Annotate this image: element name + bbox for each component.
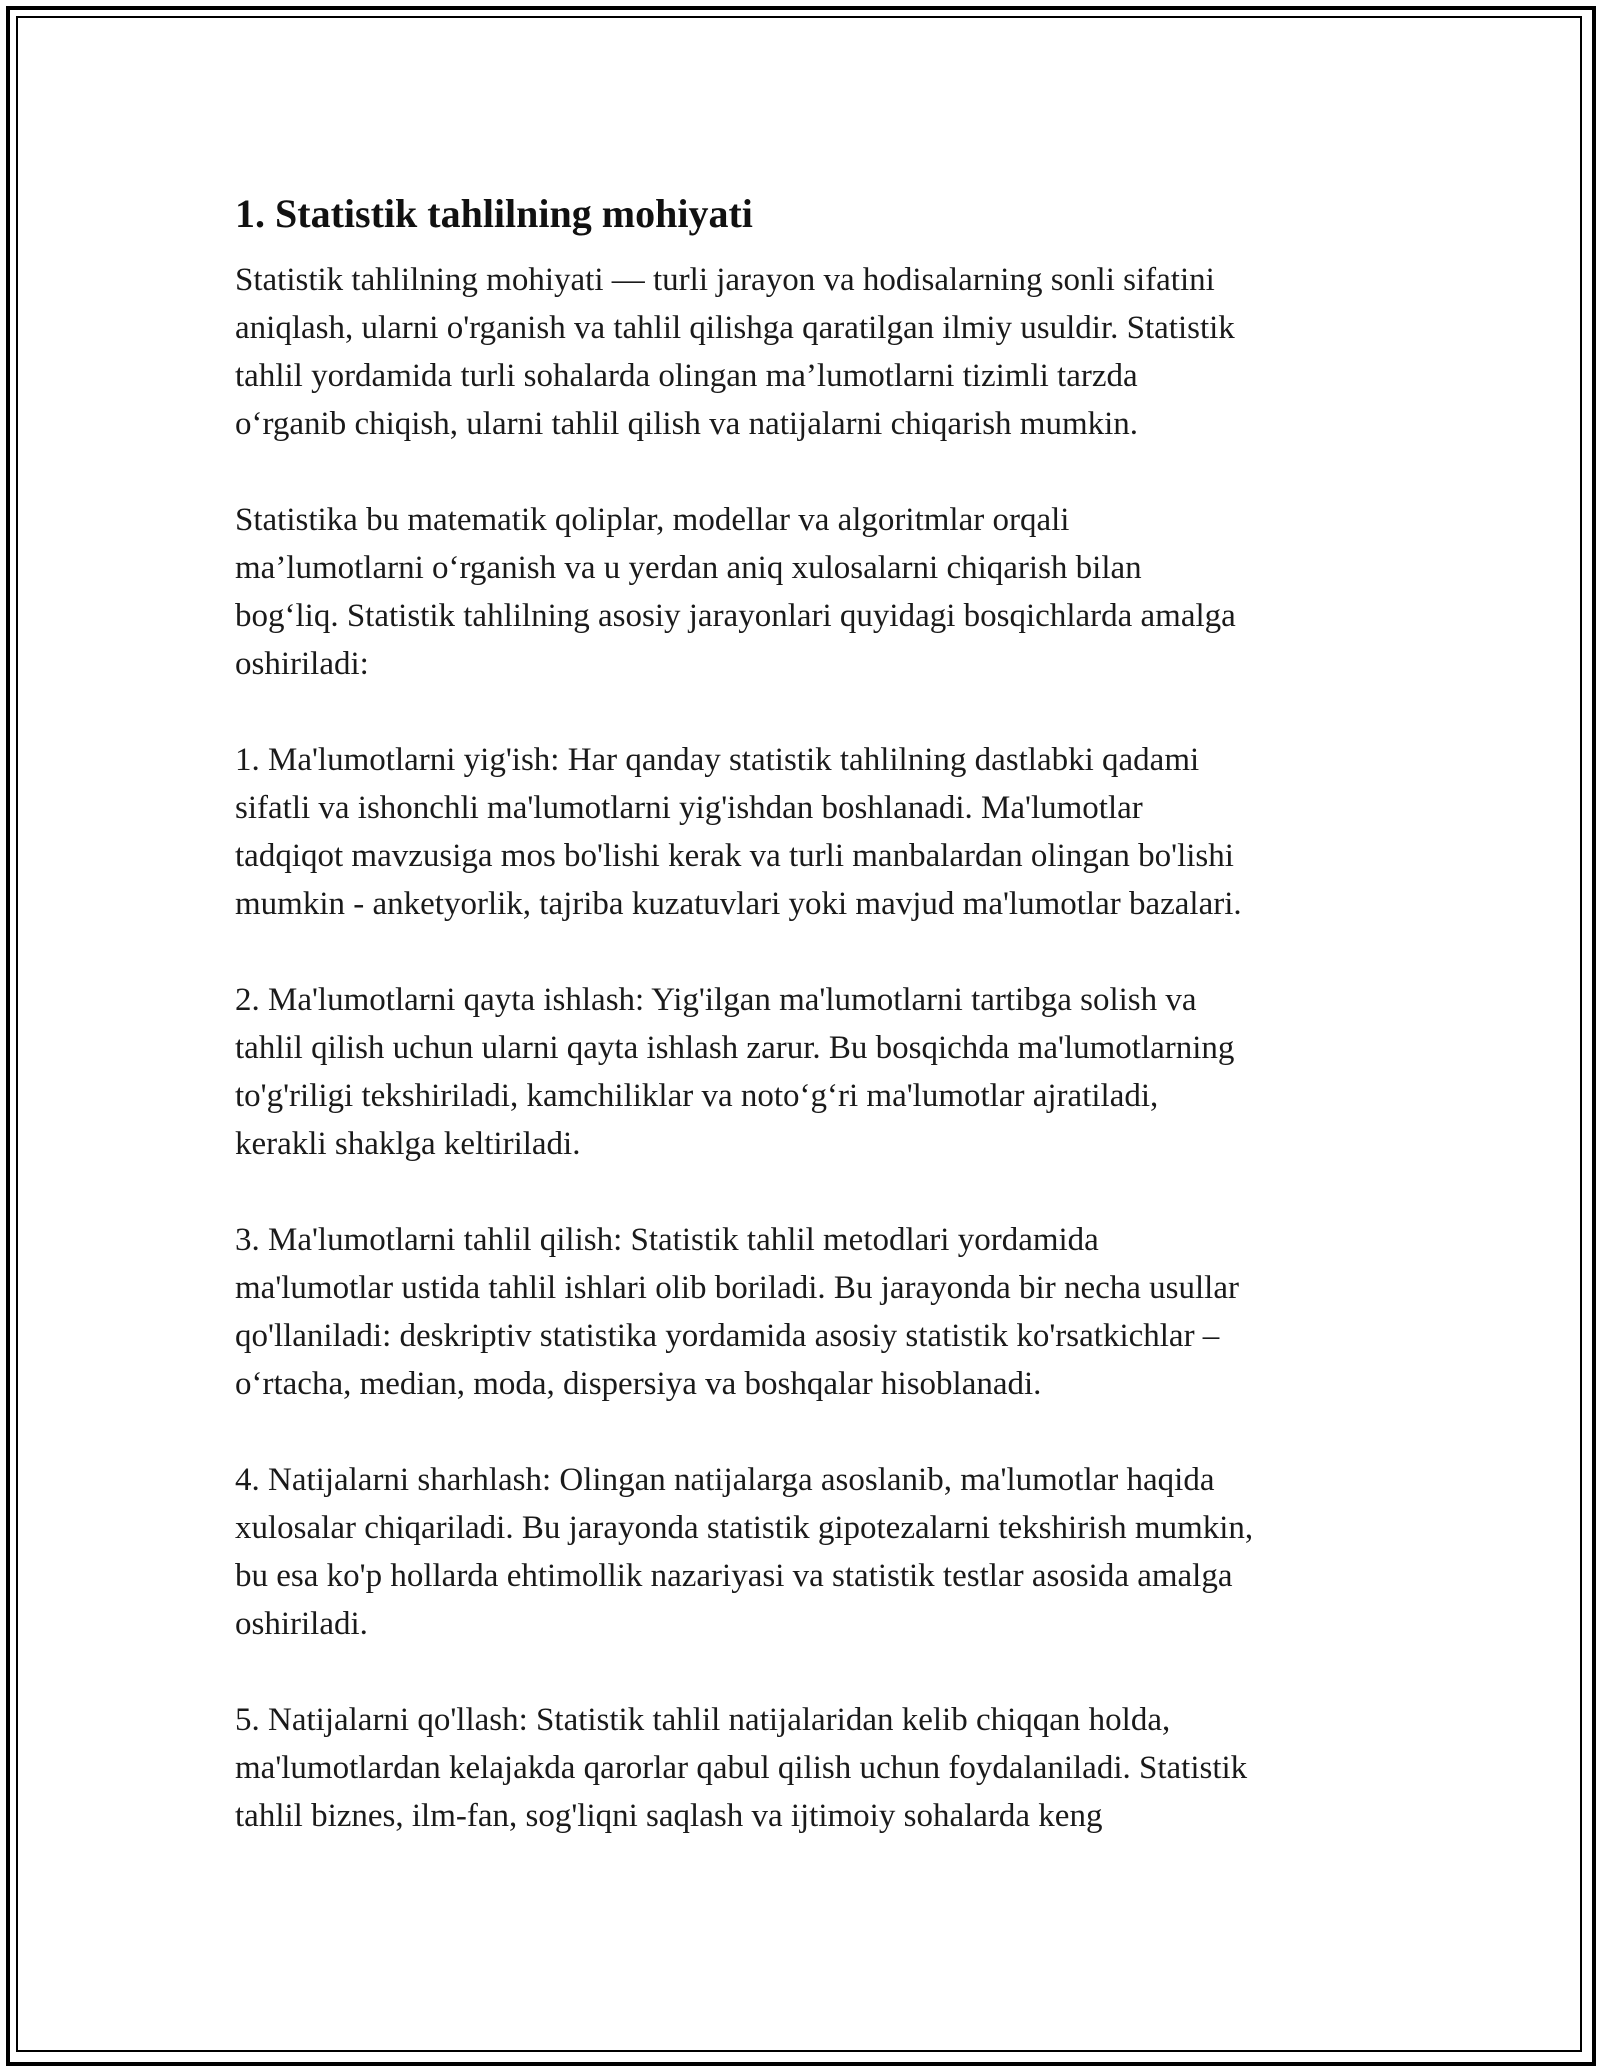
section-heading: 1. Statistik tahlilning mohiyati	[235, 191, 753, 236]
paragraph-intro: Statistik tahlilning mohiyati — turli jarayon va hodisalarning sonli sifatini aniqlash, ularni o'rganish va tahlil qilishga qaratilgan ilmiy usuldir. Statistik tahlil yordamida turli sohalarda olingan ma’lumotlarni tizimli tarzda o‘rganib chiqish, ularni tahlil qilish va natijalarni chiqarish mumkin.	[235, 262, 1235, 442]
paragraph-step-5: 5. Natijalarni qo'llash: Statistik tahlil natijalaridan kelib chiqqan holda, ma'lumotlardan kelajakda qarorlar qabul qilish uchun foydalaniladi. Statistik tahlil biznes, ilm-fan, sog'liqni saqlash va ijtimoiy sohalarda keng	[235, 1702, 1248, 1834]
document-body	[235, 186, 1385, 1888]
paragraph-step-1: 1. Ma'lumotlarni yig'ish: Har qanday statistik tahlilning dastlabki qadami sifatli va ishonchli ma'lumotlarni yig'ishdan boshlanadi. Ma'lumotlar tadqiqot mavzusiga mos bo'lishi kerak va turli manbalardan olingan bo'lishi mumkin - anketyorlik, tajriba kuzatuvlari yoki mavjud ma'lumotlar bazalari.	[235, 742, 1242, 922]
paragraph-step-4: 4. Natijalarni sharhlash: Olingan natijalarga asoslanib, ma'lumotlar haqida xulosalar chiqariladi. Bu jarayonda statistik gipotezalarni tekshirish mumkin, bu esa ko'p hollarda ehtimollik nazariyasi va statistik testlar asosida amalga oshiriladi.	[235, 1462, 1254, 1642]
paragraph-statistics-definition: Statistika bu matematik qoliplar, modellar va algoritmlar orqali ma’lumotlarni o‘rganish va u yerdan aniq xulosalarni chiqarish bilan bog‘liq. Statistik tahlilning asosiy jarayonlari quyidagi bosqichlarda amalga oshiriladi:	[235, 502, 1236, 682]
paragraph-step-2: 2. Ma'lumotlarni qayta ishlash: Yig'ilgan ma'lumotlarni tartibga solish va tahlil qilish uchun ularni qayta ishlash zarur. Bu bosqichda ma'lumotlarning to'g'riligi tekshiriladi, kamchiliklar va noto‘g‘ri ma'lumotlar ajratiladi, kerakli shaklga keltiriladi.	[235, 982, 1235, 1162]
paragraph-step-3: 3. Ma'lumotlarni tahlil qilish: Statistik tahlil metodlari yordamida ma'lumotlar ustida tahlil ishlari olib boriladi. Bu jarayonda bir necha usullar qo'llaniladi: deskriptiv statistika yordamida asosiy statistik ko'rsatkichlar – o‘rtacha, median, moda, dispersiya va boshqalar hisoblanadi.	[235, 1222, 1239, 1402]
